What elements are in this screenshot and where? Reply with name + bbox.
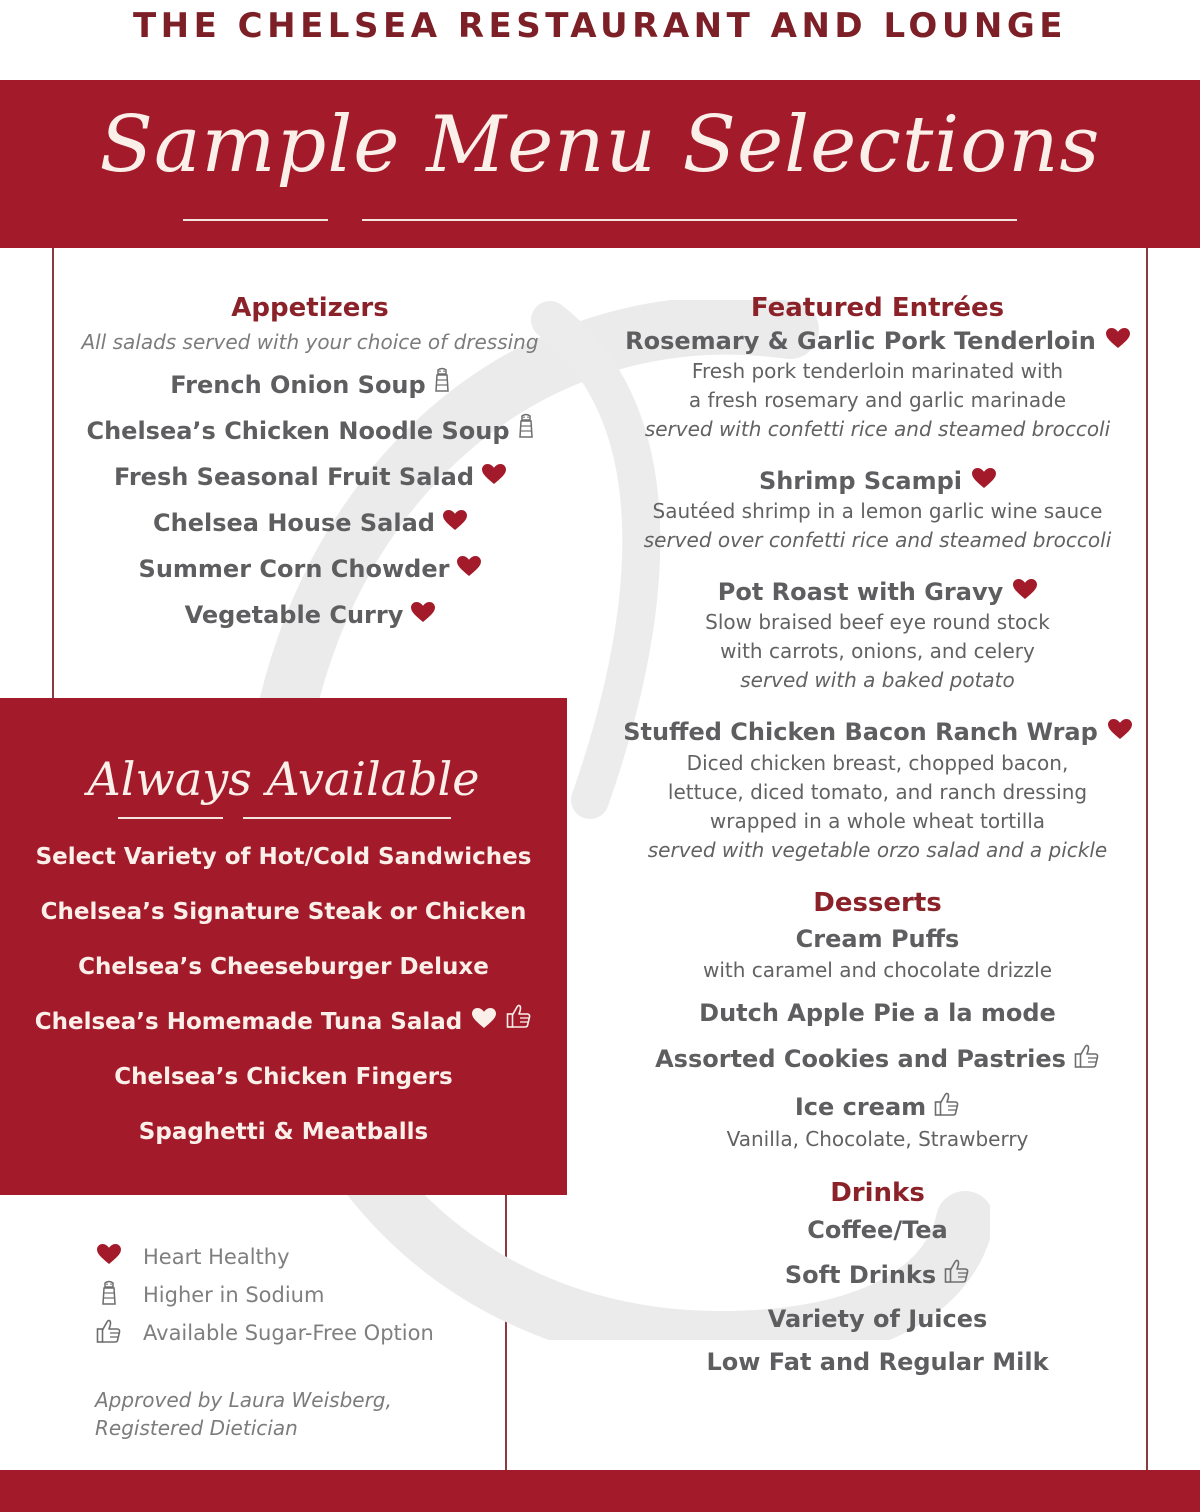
drinks-heading: Drinks (830, 1178, 925, 1209)
always-available-name: Chelsea’s Homemade Tuna Salad (34, 1009, 463, 1035)
legend-item (95, 1238, 434, 1276)
always-available-list (0, 830, 567, 1160)
appetizer-name: Chelsea’s Chicken Noodle Soup (86, 416, 510, 445)
entree-title (610, 466, 1145, 497)
legend-label: Heart Healthy (143, 1245, 290, 1269)
appetizer-item (60, 454, 560, 500)
drinks-list (610, 1215, 1145, 1379)
heart-icon (1013, 577, 1037, 608)
salt-shaker-icon (518, 408, 534, 454)
dessert-title (610, 998, 1145, 1029)
dessert-description: Vanilla, Chocolate, Strawberry (726, 1127, 1029, 1152)
entree-name: Stuffed Chicken Bacon Ranch Wrap (623, 718, 1098, 747)
dessert-title (610, 1091, 1145, 1125)
always-available-item (0, 885, 567, 940)
right-column (610, 292, 1145, 1379)
thumbs-up-icon (96, 1318, 122, 1349)
heart-icon (972, 466, 996, 497)
restaurant-name: THE CHELSEA RESTAURANT AND LOUNGE (132, 6, 1068, 46)
drink-item (610, 1347, 1145, 1378)
drink-item (610, 1304, 1145, 1335)
always-available-name: Chelsea’s Chicken Fingers (114, 1064, 453, 1090)
desserts-list (610, 924, 1145, 1153)
legend-icon-wrap (95, 1244, 123, 1270)
banner-title: Sample Menu Selections (99, 100, 1101, 190)
legend-item (95, 1276, 434, 1314)
entree-item (610, 326, 1145, 444)
drink-name: Coffee/Tea (807, 1215, 948, 1244)
icon-legend (95, 1238, 434, 1352)
entree-served-with: served over confetti rice and steamed broccoli (643, 528, 1112, 553)
dessert-title (610, 1043, 1145, 1077)
appetizers-list (60, 362, 560, 638)
legend-icon-wrap (95, 1280, 123, 1311)
approval-line-1: Approved by Laura Weisberg, (95, 1388, 392, 1412)
always-available-name: Spaghetti & Meatballs (138, 1119, 429, 1145)
salt-shaker-icon (101, 1280, 117, 1311)
always-available-item (0, 940, 567, 995)
entrees-list (610, 326, 1145, 865)
appetizer-item (60, 362, 560, 408)
dessert-item (610, 1091, 1145, 1153)
appetizer-name: French Onion Soup (170, 370, 426, 399)
heart-icon (411, 592, 435, 638)
legend-icon-wrap (95, 1318, 123, 1349)
approval-note (95, 1386, 392, 1442)
dessert-title (610, 924, 1145, 955)
entree-item (610, 717, 1145, 864)
always-available-name: Select Variety of Hot/Cold Sandwiches (35, 844, 532, 870)
entree-item (610, 577, 1145, 695)
entree-name: Shrimp Scampi (758, 466, 963, 495)
banner-underline-right (362, 219, 1017, 221)
heart-icon (472, 995, 496, 1050)
desserts-heading: Desserts (813, 887, 942, 918)
drink-item (610, 1215, 1145, 1246)
appetizer-item (60, 500, 560, 546)
drink-name: Soft Drinks (784, 1260, 937, 1289)
entree-description: lettuce, diced tomato, and ranch dressing (667, 779, 1088, 804)
always-available-item (0, 1105, 567, 1160)
entrees-heading: Featured Entrées (750, 293, 1005, 323)
entree-title (610, 577, 1145, 608)
dessert-name: Assorted Cookies and Pastries (655, 1045, 1066, 1074)
entree-name: Rosemary & Garlic Pork Tenderloin (625, 326, 1096, 355)
entree-served-with: served with confetti rice and steamed broccoli (644, 416, 1111, 441)
entree-description: a fresh rosemary and garlic marinade (688, 387, 1067, 412)
always-available-item (0, 830, 567, 885)
always-available-underline-left (118, 817, 223, 819)
appetizer-name: Chelsea House Salad (153, 508, 435, 537)
entree-description: wrapped in a whole wheat tortilla (709, 808, 1046, 833)
dessert-name: Ice cream (794, 1093, 927, 1122)
drink-name: Low Fat and Regular Milk (706, 1348, 1049, 1377)
always-available-name: Chelsea’s Cheeseburger Deluxe (78, 954, 489, 980)
entree-item (610, 466, 1145, 555)
appetizers-section (60, 292, 560, 638)
thumbs-up-icon (506, 995, 532, 1050)
heart-icon (97, 1244, 121, 1270)
always-available-underline-right (243, 817, 451, 819)
footer-bar (0, 1470, 1200, 1512)
entree-description: Fresh pork tenderloin marinated with (691, 358, 1064, 383)
entree-description: Slow braised beef eye round stock (705, 610, 1050, 635)
dessert-item (610, 1043, 1145, 1077)
thumbs-up-icon (944, 1258, 970, 1292)
always-available-item (0, 1050, 567, 1105)
always-available-name: Chelsea’s Signature Steak or Chicken (40, 899, 527, 925)
legend-item (95, 1314, 434, 1352)
approval-line-2: Registered Dietician (95, 1416, 298, 1440)
appetizer-name: Summer Corn Chowder (138, 554, 450, 583)
appetizer-name: Vegetable Curry (184, 600, 404, 629)
appetizer-item (60, 408, 560, 454)
entree-description: Diced chicken breast, chopped bacon, (686, 750, 1069, 775)
dessert-name: Dutch Apple Pie a la mode (699, 998, 1056, 1027)
dessert-description: with caramel and chocolate drizzle (703, 957, 1052, 982)
appetizer-name: Fresh Seasonal Fruit Salad (113, 462, 474, 491)
heart-icon (443, 500, 467, 546)
legend-label: Higher in Sodium (143, 1283, 325, 1307)
heart-icon (1108, 717, 1132, 748)
dessert-item (610, 924, 1145, 983)
appetizers-heading: Appetizers (231, 293, 389, 323)
entree-served-with: served with a baked potato (740, 668, 1015, 693)
entree-title (610, 717, 1145, 748)
always-available-heading: Always Available (87, 752, 480, 806)
heart-icon (482, 454, 506, 500)
entree-description: Sautéed shrimp in a lemon garlic wine sauce (652, 499, 1103, 524)
entree-description: with carrots, onions, and celery (720, 639, 1035, 664)
entree-title (610, 326, 1145, 357)
banner-underline-left (183, 219, 328, 221)
dessert-item (610, 998, 1145, 1029)
thumbs-up-icon (934, 1091, 960, 1125)
frame-line-right (1146, 248, 1148, 1470)
appetizers-note: All salads served with your choice of dressing (81, 329, 539, 354)
frame-line-left (52, 248, 54, 698)
entree-served-with: served with vegetable orzo salad and a pickle (647, 837, 1108, 862)
thumbs-up-icon (1074, 1043, 1100, 1077)
always-available-item (0, 995, 567, 1050)
drink-name: Variety of Juices (767, 1305, 988, 1334)
legend-label: Available Sugar-Free Option (143, 1321, 434, 1345)
dessert-name: Cream Puffs (795, 925, 960, 954)
appetizer-item (60, 592, 560, 638)
heart-icon (1106, 326, 1130, 357)
heart-icon (457, 546, 481, 592)
salt-shaker-icon (434, 362, 450, 408)
drink-item (610, 1258, 1145, 1292)
entree-name: Pot Roast with Gravy (717, 578, 1004, 607)
appetizer-item (60, 546, 560, 592)
